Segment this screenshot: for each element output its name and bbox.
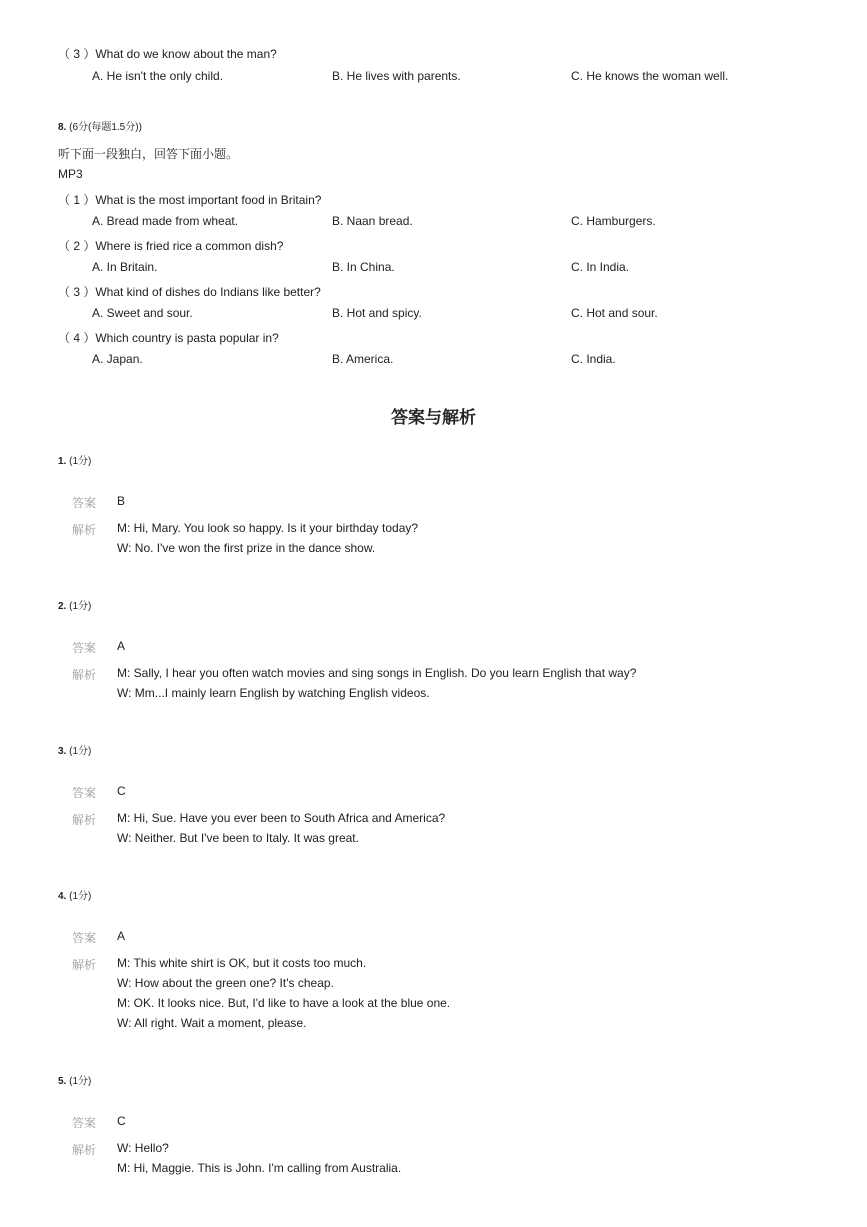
question-row xyxy=(58,283,321,300)
option-b[interactable]: B. In China. xyxy=(332,260,395,274)
analysis-line: W: Mm...I mainly learn English by watching English videos. xyxy=(117,686,430,700)
analysis-line: M: OK. It looks nice. But, I'd like to have a look at the blue one. xyxy=(117,996,451,1010)
analysis-line: M: Hi, Maggie. This is John. I'm calling from Australia. xyxy=(117,1161,402,1175)
option-b[interactable]: B. America. xyxy=(332,352,394,366)
question-header xyxy=(58,118,142,133)
answer-number: 1. xyxy=(58,456,67,467)
answer-header xyxy=(58,742,91,757)
question-text: Which country is pasta popular in? xyxy=(95,331,279,345)
answer-header xyxy=(58,1072,91,1087)
audio-link[interactable]: MP3 xyxy=(58,167,83,181)
answer-number: 3. xyxy=(58,746,67,757)
option-a[interactable]: A. In Britain. xyxy=(92,260,158,274)
analysis-line: M: Hi, Sue. Have you ever been to South Africa and America? xyxy=(117,811,446,825)
question-text: What is the most important food in Britain? xyxy=(95,193,322,207)
option-c[interactable]: C. He knows the woman well. xyxy=(571,69,729,83)
question-text: Where is fried rice a common dish? xyxy=(95,239,284,253)
question-text: What do we know about the man? xyxy=(95,47,277,61)
option-c[interactable]: C. Hot and sour. xyxy=(571,306,658,320)
section-heading: 答案与解析 xyxy=(391,408,476,427)
answer-points: (1分) xyxy=(69,891,92,902)
option-c[interactable]: C. In India. xyxy=(571,260,630,274)
answer-value: C xyxy=(117,1114,126,1128)
answer-points: (1分) xyxy=(69,1076,92,1087)
answer-points: (1分) xyxy=(69,456,92,467)
question-number: （ 2 ） xyxy=(58,239,96,253)
answer-value: B xyxy=(117,494,126,508)
option-a[interactable]: A. Sweet and sour. xyxy=(92,306,193,320)
analysis-line: W: Neither. But I've been to Italy. It was great. xyxy=(117,831,359,845)
option-c[interactable]: C. Hamburgers. xyxy=(571,214,656,228)
analysis-line: W: Hello? xyxy=(117,1141,169,1155)
answer-header xyxy=(58,887,91,902)
question-number: 8. xyxy=(58,122,67,133)
option-a[interactable]: A. Bread made from wheat. xyxy=(92,214,239,228)
answer-value: C xyxy=(117,784,126,798)
answer-header xyxy=(58,452,91,467)
option-b[interactable]: B. Hot and spicy. xyxy=(332,306,422,320)
analysis-label: 解析 xyxy=(72,1143,97,1157)
question-row xyxy=(58,191,321,208)
question-number: （ 3 ） xyxy=(58,285,96,299)
answer-points: (1分) xyxy=(69,746,92,757)
answer-label: 答案 xyxy=(72,1116,97,1130)
option-c[interactable]: C. India. xyxy=(571,352,616,366)
option-a[interactable]: A. He isn't the only child. xyxy=(92,69,224,83)
answer-label: 答案 xyxy=(72,786,97,800)
answer-number: 4. xyxy=(58,891,67,902)
question-instruction: 听下面一段独白，回答下面小题。 xyxy=(58,147,239,161)
analysis-line: M: Sally, I hear you often watch movies and sing songs in English. Do you learn English that way? xyxy=(117,666,637,680)
answer-label: 答案 xyxy=(72,641,97,655)
analysis-label: 解析 xyxy=(72,523,97,537)
answer-value: A xyxy=(117,639,126,653)
question-number: （ 4 ） xyxy=(58,331,96,345)
question-row xyxy=(58,237,283,254)
answer-label: 答案 xyxy=(72,931,97,945)
question-row xyxy=(58,329,279,346)
analysis-label: 解析 xyxy=(72,958,97,972)
option-b[interactable]: B. He lives with parents. xyxy=(332,69,461,83)
answer-value: A xyxy=(117,929,126,943)
option-a[interactable]: A. Japan. xyxy=(92,352,143,366)
analysis-line: W: How about the green one? It's cheap. xyxy=(117,976,334,990)
analysis-line: M: This white shirt is OK, but it costs too much. xyxy=(117,956,367,970)
question-number: （ 3 ） xyxy=(58,47,96,61)
answer-points: (1分) xyxy=(69,601,92,612)
question-text: What kind of dishes do Indians like better? xyxy=(95,285,321,299)
answer-header xyxy=(58,597,91,612)
question-points: (6分(每题1.5分)) xyxy=(69,122,142,133)
question-number: （ 1 ） xyxy=(58,193,96,207)
analysis-label: 解析 xyxy=(72,668,97,682)
analysis-line: W: All right. Wait a moment, please. xyxy=(117,1016,307,1030)
option-b[interactable]: B. Naan bread. xyxy=(332,214,413,228)
analysis-label: 解析 xyxy=(72,813,97,827)
answer-number: 2. xyxy=(58,601,67,612)
answer-label: 答案 xyxy=(72,496,97,510)
analysis-line: W: No. I've won the first prize in the dance show. xyxy=(117,541,376,555)
answer-number: 5. xyxy=(58,1076,67,1087)
analysis-line: M: Hi, Mary. You look so happy. Is it your birthday today? xyxy=(117,521,419,535)
question-row xyxy=(58,45,277,62)
